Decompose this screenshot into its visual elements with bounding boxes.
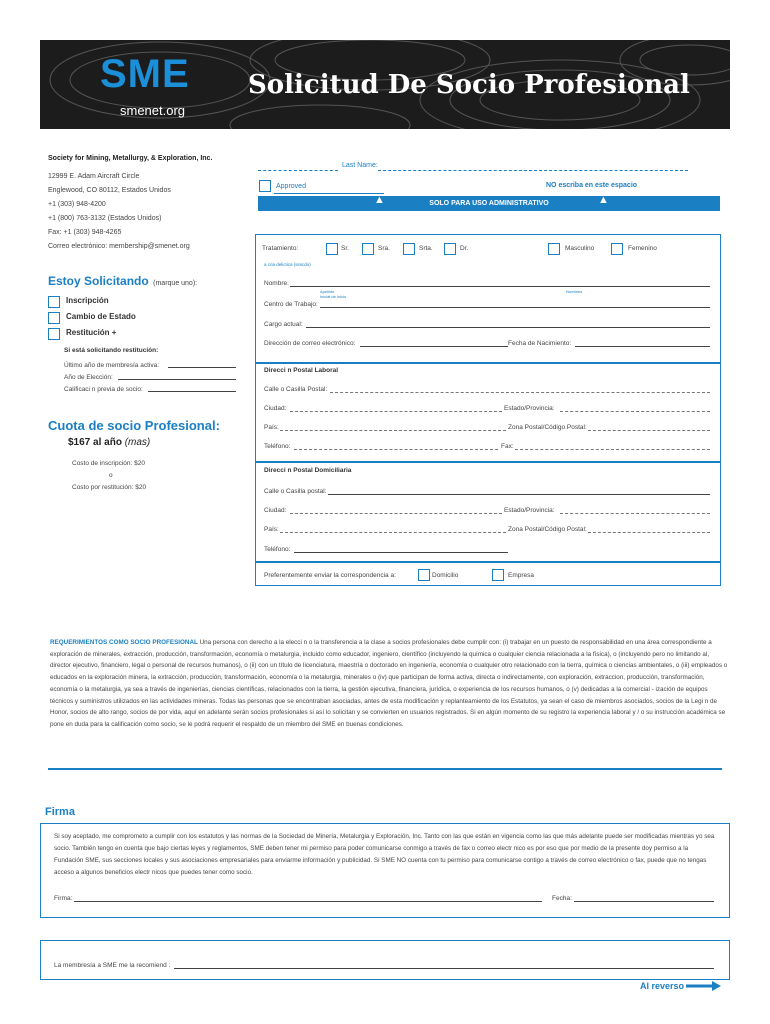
work-city-label: Ciudad: (264, 405, 287, 412)
restitution-heading: Si está solicitando restitución: (64, 347, 159, 354)
treatment-note: a cria delictica (sinicdo) (264, 262, 311, 267)
restitution-field-label: Calificaci n previa de socio: (64, 386, 143, 393)
cuota-line: o (109, 472, 113, 479)
gender-checkbox[interactable] (548, 243, 560, 255)
cuota-heading: Cuota de socio Profesional: (48, 418, 220, 433)
email-label: Dirección de correo electrónico: (264, 340, 356, 347)
sme-logo: SME (100, 52, 190, 96)
solicitud-heading: Estoy Solicitando (48, 274, 149, 288)
work-phone-label: Teléfono: (264, 443, 291, 450)
org-name: Society for Mining, Metallurgy, & Exploration, Inc. (48, 155, 213, 162)
no-write-note: NO escriba en este espacio (546, 182, 638, 189)
home-city-label: Ciudad: (264, 507, 287, 514)
home-country-label: País: (264, 526, 279, 533)
home-phone-label: Teléfono: (264, 546, 291, 553)
gender-option: Femenino (628, 245, 657, 252)
correspondence-label: Preferentemente enviar la correspondencia a: (264, 572, 396, 579)
home-zip-label: Zona Postal/Código Postal: (508, 526, 587, 533)
solicitud-hint: (marque uno): (153, 280, 198, 287)
restitution-field-line[interactable] (118, 379, 236, 380)
work-state-label: Estado/Provincia: (504, 405, 555, 412)
option-label: Inscripción (66, 296, 109, 305)
arrow-up-icon: ▲ (374, 194, 385, 206)
treatment-option: Sra. (378, 245, 390, 252)
recommend-label: La membresía a SME me la recomiend : (54, 962, 171, 969)
home-phone-line[interactable] (294, 552, 508, 553)
requirements-heading: REQUERIMIENTOS COMO SOCIO PROFESIONAL (50, 639, 198, 646)
approved-label: Approved (276, 183, 306, 190)
birth-label: Fecha de Nacimiento: (508, 340, 572, 347)
correspondence-checkbox[interactable] (492, 569, 504, 581)
cuota-amount-note: (mas) (124, 437, 151, 448)
home-state-line[interactable] (560, 513, 710, 514)
work-city-line[interactable] (290, 411, 502, 412)
treatment-checkbox[interactable] (326, 243, 338, 255)
cuota-line: Costo por restitución: $20 (72, 484, 147, 491)
restitution-field-line[interactable] (148, 391, 236, 392)
address-line: 12999 E. Adam Aircraft Circle (48, 173, 140, 180)
treatment-option: Srta. (419, 245, 433, 252)
treatment-checkbox[interactable] (444, 243, 456, 255)
work-zip-line[interactable] (588, 430, 710, 431)
treatment-option: Dr. (460, 245, 469, 252)
admin-bar: SOLO PARA USO ADMINISTRATIVO (258, 196, 720, 211)
requirements-body: Una persona con derecho a la elecci n o la transferencia a la clase a socios profesionales debe cumplir con: (i) trabajar en un puesto de responsabilidad en una área correspondiente a exploración de minerales, extracción, producción, transformación, economía o metalurgia, incluido como educador, ingeniero, científico (incluyendo la química o cualquier ciencia relacionada a la física), o (incluyendo pero no limitando al, director ejecutivo, financiero, legal o personal de recursos humanos), o (ii) con un título de licenciatura, maestría o doctorado en ingeniería, economía o cualquier otro relacionado con la tierra, química o ciencias ambientales, o (iii) empleados o educados en la exploración minera, la extracción, producción, transformación, economía o la metalurgia, minerales o (iv) que participan de forma activa, directa o indirectamente, con exploración, extraccion, producción, transformación, economía o la metalurgia, ya sea a través de ingenierías, ciencias científicas, relacionados con la tierra, la gestión ejecutiva, financiera, jurídica, o experiencia de los recursos humanos, o (v) dedicadas a la comercial - ización de equipos técnicos y suministros utilizados en las actividades mineras. Todas las personas que se encontraban asociadas, antes de esta modificación y replanteamiento de los Estatutos, ya sean el caso de miembros asociados, socios de la Legi n de Honor, socios de alto rango, socios de por vida, aquí en adelante serán socios profesionales si así lo solicitan y se convierten en usuarios registrados. Si en algún momento de su registro la experiencia laboral y / o su instrucción académica se pone en duda para la calificación como socio, se le podrá requerir el respaldo de un miembro del SME en buenas condiciones. (50, 639, 728, 728)
correspondence-checkbox[interactable] (418, 569, 430, 581)
home-address-box (255, 462, 721, 562)
job-line[interactable] (306, 327, 710, 328)
last-name-label: Last Name: (342, 162, 378, 169)
option-label: Restitución + (66, 328, 117, 337)
next-page-label[interactable]: Al reverso (640, 981, 685, 991)
work-address-heading: Direcci n Postal Laboral (264, 367, 339, 374)
arrow-right-icon[interactable] (686, 980, 722, 992)
date-label: Fecha: (552, 895, 572, 902)
admin-id-line (258, 170, 338, 171)
name-sub-given: Nombres (566, 289, 583, 294)
home-street-label: Calle o Casilla postal: (264, 488, 327, 495)
cuota-amount-value: $167 al año (68, 437, 122, 448)
sign-line[interactable] (74, 901, 542, 902)
work-phone-line[interactable] (294, 449, 498, 450)
name-line[interactable] (290, 286, 710, 287)
treatment-checkbox[interactable] (362, 243, 374, 255)
option-label: Cambio de Estado (66, 312, 136, 321)
treatment-option: Sr. (341, 245, 349, 252)
arrow-up-icon: ▲ (598, 194, 609, 206)
org-address (48, 173, 190, 257)
treatment-label: Tratamiento: (262, 245, 299, 252)
restitution-field-label: Último año de membresía activa: (64, 362, 160, 369)
name-sub-label (320, 289, 346, 299)
correspondence-option: Domicilio (432, 572, 459, 579)
name-label: Nombre: (264, 280, 289, 287)
work-fax-line[interactable] (515, 449, 710, 450)
cuota-line: Costo de inscripción: $20 (72, 460, 145, 467)
cuota-amount (68, 437, 150, 448)
approved-line (274, 193, 384, 194)
restitution-field-line[interactable] (168, 367, 236, 368)
work-country-label: País: (264, 424, 279, 431)
requirements-text (50, 637, 730, 731)
option-checkbox[interactable] (48, 328, 60, 340)
address-line: Correo electrónico: membership@smenet.org (48, 243, 190, 250)
sign-label: Firma: (54, 895, 73, 902)
name-sub-initial: Inicial de Inicio (320, 294, 347, 299)
recommend-line[interactable] (174, 968, 714, 969)
restitution-field-label: Año de Elección: (64, 374, 113, 381)
address-line: +1 (800) 763-3132 (Estados Unidos) (48, 215, 162, 222)
firma-heading: Firma (45, 806, 75, 818)
logo-url: smenet.org (120, 103, 186, 118)
gender-option: Masculino (565, 245, 595, 252)
address-line: Englewood, CO 80112, Estados Unidos (48, 187, 171, 194)
work-street-line[interactable] (330, 392, 710, 393)
address-line: +1 (303) 948-4200 (48, 201, 106, 208)
work-address-box (255, 362, 721, 462)
gender-checkbox[interactable] (611, 243, 623, 255)
birth-line[interactable] (575, 346, 710, 347)
firma-text: Si soy aceptado, me comprometo a cumplir con los estatutos y las normas de la Sociedad de Minería, Metalurgia y Exploración, Inc. Tanto con las que están en vigencia como las que más adelante puede ser modificadas mientras yo sea socio. También tengo en cuenta que bajo ciertas leyes y reglamentos, SME deben tener mi permiso para poder comunicarse conmigo a través de fax o correo electr nico es por eso que por medio de la presente doy permiso a la Fundación SME, sus secciones locales y sus asociaciones empresariales para enviarme información y publicidad. Si SME NO cuenta con tu permiso para comunicarse contigo a través de correo electrónico o fax, puede que no tengas acceso a algunos beneficios electr nicos que puedes tener como socio. (54, 833, 715, 876)
email-line[interactable] (360, 346, 508, 347)
work-street-label: Calle o Casilla Postal: (264, 386, 328, 393)
date-line[interactable] (574, 901, 714, 902)
work-state-line[interactable] (560, 411, 710, 412)
home-zip-line[interactable] (588, 532, 710, 533)
address-line: Fax: +1 (303) 948-4265 (48, 229, 122, 236)
home-state-label: Estado/Provincia: (504, 507, 555, 514)
treatment-checkbox[interactable] (403, 243, 415, 255)
work-country-line[interactable] (280, 430, 506, 431)
page-title: Solicitud De Socio Profesional (248, 70, 690, 100)
home-address-heading: Direcci n Postal Domiciliaria (264, 467, 352, 474)
home-country-line[interactable] (280, 532, 506, 533)
work-line[interactable] (320, 307, 710, 308)
last-name-line (378, 170, 688, 171)
home-street-line[interactable] (328, 494, 710, 495)
work-zip-label: Zona Postal/Código Postal: (508, 424, 587, 431)
option-checkbox[interactable] (48, 312, 60, 324)
solicitud-section (48, 272, 197, 290)
home-city-line[interactable] (290, 513, 502, 514)
option-checkbox[interactable] (48, 296, 60, 308)
divider (48, 768, 722, 770)
work-fax-label: Fax: (501, 443, 514, 450)
correspondence-option: Empresa (508, 572, 535, 579)
approved-checkbox[interactable] (259, 180, 271, 192)
name-sub-surname: Apellido (320, 289, 335, 294)
job-label: Cargo actual: (264, 321, 303, 328)
work-label: Centro de Trabajo: (264, 301, 318, 308)
recommend-box (40, 940, 730, 980)
